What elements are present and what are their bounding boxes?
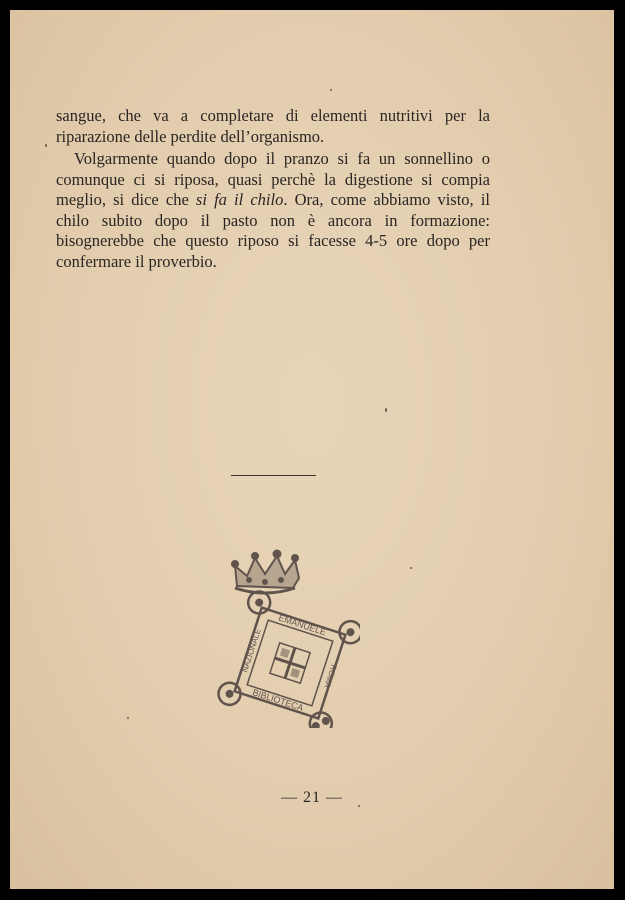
library-stamp-crown-icon	[215, 548, 360, 728]
book-page	[10, 10, 614, 889]
paper-speck	[45, 144, 47, 147]
section-divider-rule	[231, 475, 316, 476]
stamp-text-bottom: BIBLIOTECA	[251, 687, 305, 714]
paper-speck	[358, 805, 360, 807]
page-number: — 21 —	[281, 789, 343, 806]
stamp-text-left: NAZIONALE	[240, 627, 263, 674]
paper-speck	[385, 408, 387, 412]
paragraph-1-text: sangue, che va a completare di elementi nutritivi per la riparazione delle perdite dell’organismo.	[56, 106, 490, 146]
paragraph-1	[56, 106, 490, 147]
stamp-text-top: EMANUELE	[277, 612, 328, 638]
paragraph-2-text-b: . Ora, come abbiamo visto, il chilo subito dopo il pasto non è ancora in formazione: bisognerebbe che questo riposo si facesse 4-5 ore dopo per confermare il proverbio.	[56, 190, 490, 271]
paragraph-2-italic-phrase: si fa il chilo	[195, 190, 284, 209]
paragraph-2	[56, 149, 490, 272]
paper-speck	[410, 567, 412, 569]
stamp-text-right: ROMA	[322, 663, 339, 689]
paragraph-2-text-a: Volgarmente quando dopo il pranzo si fa un sonnellino o comunque ci si riposa, quasi perchè la digestione si compia meglio, si dice che	[56, 149, 490, 209]
body-text	[56, 106, 490, 272]
paper-speck	[127, 717, 129, 719]
paper-speck	[330, 89, 332, 91]
